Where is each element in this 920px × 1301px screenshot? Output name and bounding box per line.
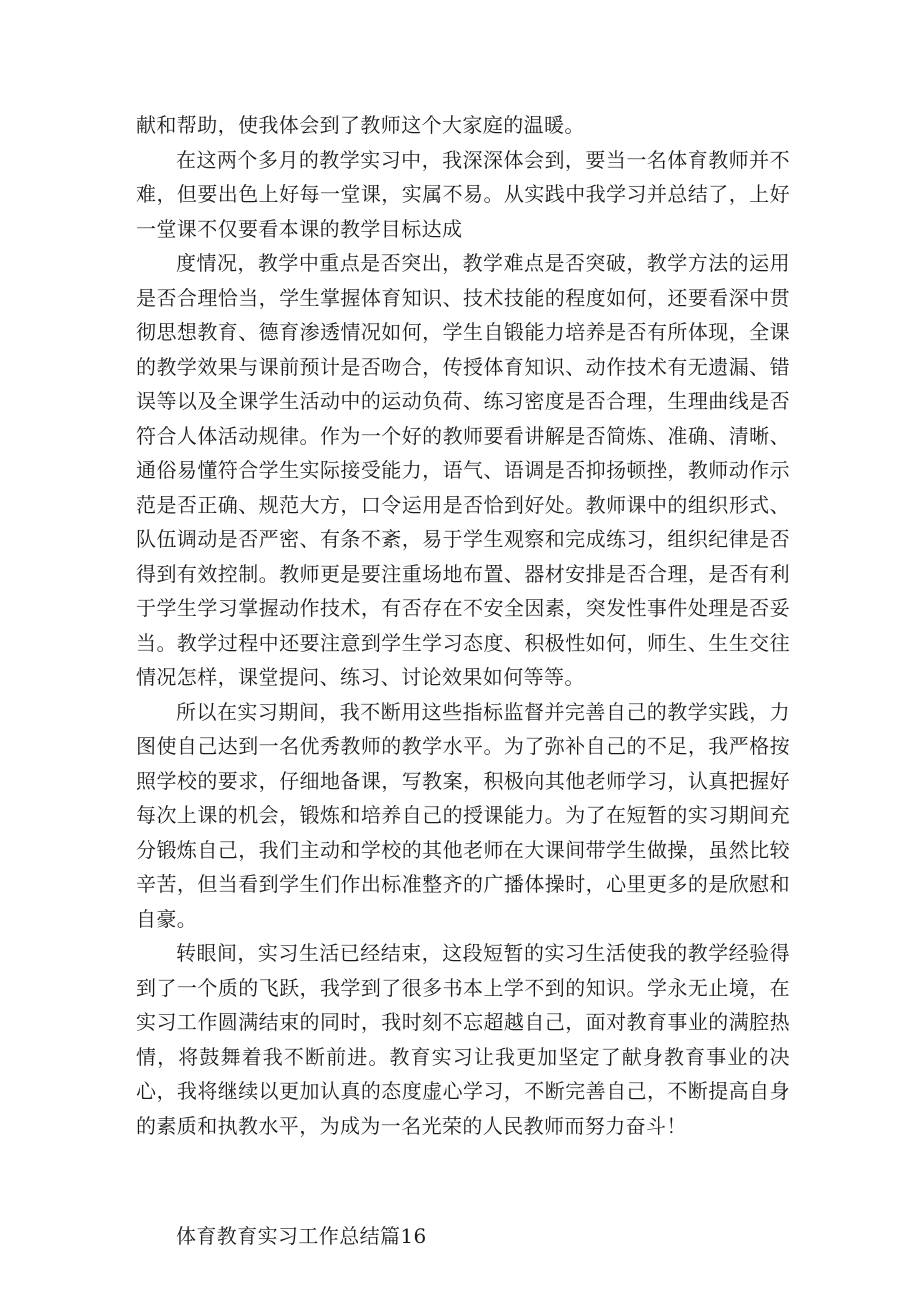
paragraph-self-improvement: 所以在实习期间，我不断用这些指标监督并完善自己的教学实践，力图使自己达到一名优秀教师的教学水平。为了弥补自己的不足，我严格按照学校的要求，仔细地备课，写教案，积极向其他老师学习，认真把握好每次上课的机会，锻炼和培养自己的授课能力。为了在短暂的实习期间充分锻炼自己，我们主动和学校的其他老师在大课间带学生做操，虽然比较辛苦，但当看到学生们作出标准整齐的广播体操时，心里更多的是欣慰和自豪。 xyxy=(136,699,790,931)
paragraph-internship-reflection: 在这两个多月的教学实习中，我深深体会到，要当一名体育教师并不难，但要出色上好每一堂课，实属不易。从实践中我学习并总结了，上好一堂课不仅要看本课的教学目标达成 xyxy=(136,147,790,241)
paragraph-conclusion: 转眼间，实习生活已经结束，这段短暂的实习生活使我的教学经验得到了一个质的飞跃，我学到了很多书本上学不到的知识。学永无止境，在实习工作圆满结束的同时，我时刻不忘超越自己，面对教育事业的满腔热情，将鼓舞着我不断前进。教育实习让我更加坚定了献身教育事业的决心，我将继续以更加认真的态度虚心学习，不断完善自己，不断提高自身的素质和执教水平，为成为一名光荣的人民教师而努力奋斗！ xyxy=(136,941,790,1138)
section-heading: 体育教育实习工作总结篇16 xyxy=(176,1224,427,1248)
paragraph-continuation: 献和帮助，使我体会到了教师这个大家庭的温暖。 xyxy=(136,113,585,137)
paragraph-lesson-criteria: 度情况，教学中重点是否突出，教学难点是否突破，教学方法的运用是否合理恰当，学生掌握体育知识、技术技能的程度如何，还要看深中贯彻思想教育、德育渗透情况如何，学生自锻能力培养是否有所体现，全课的教学效果与课前预计是否吻合，传授体育知识、动作技术有无遗漏、错误等以及全课学生活动中的运动负荷、练习密度是否合理，生理曲线是否符合人体活动规律。作为一个好的教师要看讲解是否简炼、准确、清晰、通俗易懂符合学生实际接受能力，语气、语调是否抑扬顿挫，教师动作示范是否正确、规范大方，口令运用是否恰到好处。教师课中的组织形式、队伍调动是否严密、有条不紊，易于学生观察和完成练习，组织纪律是否得到有效控制。教师更是要注重场地布置、器材安排是否合理，是否有利于学生学习掌握动作技术，有否存在不安全因素，突发性事件处理是否妥当。教学过程中还要注意到学生学习态度、积极性如何，师生、生生交往情况怎样，课堂提问、练习、讨论效果如何等等。 xyxy=(136,251,790,689)
